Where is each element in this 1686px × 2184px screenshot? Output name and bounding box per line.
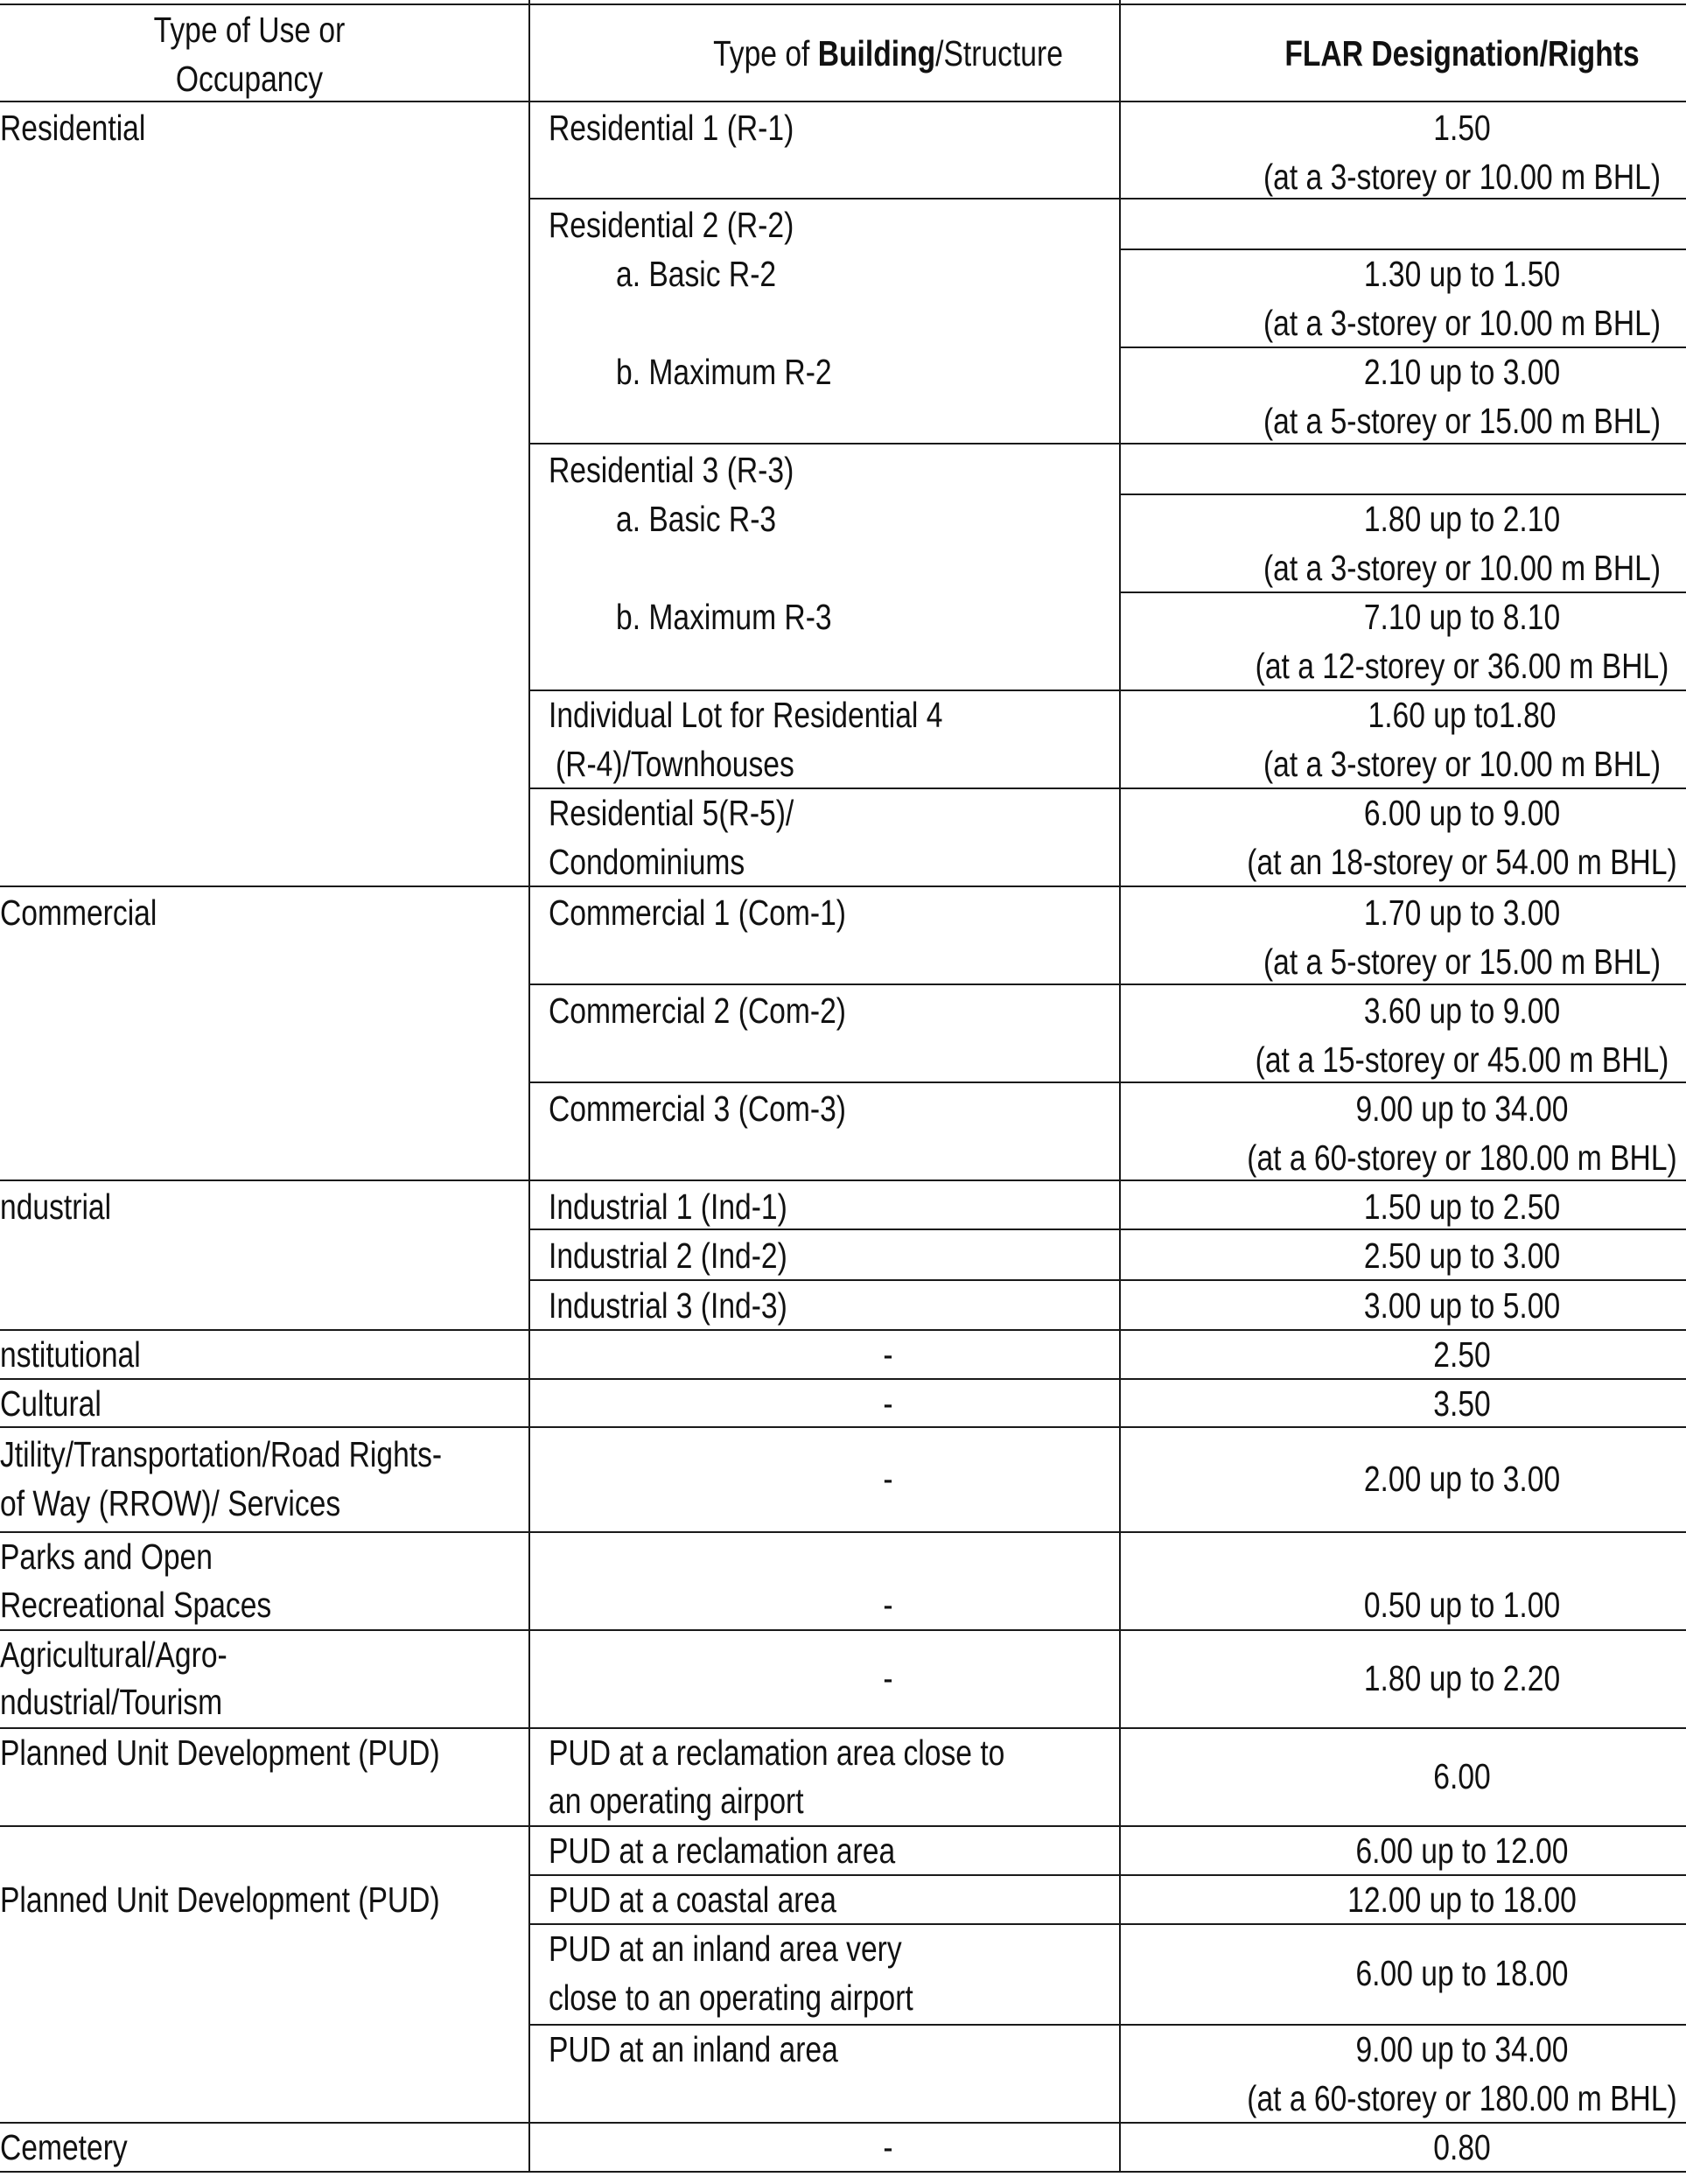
type-r5-line1: Residential 5(R-5)/ — [549, 793, 794, 833]
type-parks: - — [883, 1585, 893, 1625]
type-pud-inland: PUD at an inland area — [549, 2029, 838, 2069]
value-r3a-line1: 1.80 up to 2.10 — [1363, 499, 1561, 539]
use-pud-2: Planned Unit Development (PUD) — [0, 1880, 440, 1920]
value-r4-line1: 1.60 up to1.80 — [1368, 695, 1557, 735]
type-pud1-line2: an operating airport — [549, 1781, 804, 1821]
type-agri: - — [883, 1658, 893, 1698]
header-type-of-use — [45, 5, 453, 103]
type-r3b: b. Maximum R-3 — [616, 597, 832, 637]
use-residential: Residential — [0, 108, 146, 148]
type-pud1-line1: PUD at a reclamation area close to — [549, 1732, 1005, 1773]
value-com1-line1: 1.70 up to 3.00 — [1363, 892, 1561, 933]
use-parks-line1: Parks and Open — [0, 1536, 213, 1577]
value-r5-line2: (at an 18-storey or 54.00 m BHL) — [1247, 842, 1677, 882]
type-r5-line2: Condominiums — [549, 842, 745, 882]
type-institutional: - — [883, 1334, 893, 1375]
use-industrial: ndustrial — [0, 1186, 112, 1227]
header-type-of-building-prefix: Type of — [713, 33, 818, 74]
header-type-of-building-suffix: /Structure — [935, 33, 1063, 74]
value-com2-line1: 3.60 up to 9.00 — [1363, 990, 1561, 1031]
row-border-parks — [0, 1531, 1686, 1533]
type-com1: Commercial 1 (Com-1) — [549, 892, 846, 933]
value-r3b-line2: (at a 12-storey or 36.00 m BHL) — [1255, 646, 1669, 686]
value-com3-line2: (at a 60-storey or 180.00 m BHL) — [1247, 1138, 1677, 1178]
value-com2-line2: (at a 15-storey or 45.00 m BHL) — [1255, 1040, 1669, 1080]
use-utility-line1: Jtility/Transportation/Road Rights- — [0, 1434, 443, 1474]
type-r2b: b. Maximum R-2 — [616, 352, 832, 392]
type-ind3: Industrial 3 (Ind-3) — [549, 1285, 787, 1326]
type-r3a: a. Basic R-3 — [616, 499, 777, 539]
value-utility: 2.00 up to 3.00 — [1363, 1459, 1561, 1499]
value-r3a-line2: (at a 3-storey or 10.00 m BHL) — [1263, 548, 1662, 588]
value-pud-reclamation: 6.00 up to 12.00 — [1355, 1830, 1569, 1871]
value-cultural: 3.50 — [1433, 1383, 1491, 1424]
value-ind2: 2.50 up to 3.00 — [1363, 1236, 1561, 1276]
type-com3: Commercial 3 (Com-3) — [549, 1088, 846, 1129]
value-pud-inland-line1: 9.00 up to 34.00 — [1355, 2029, 1569, 2069]
header-type-of-building — [595, 29, 1182, 78]
header-type-of-use-line2: Occupancy — [175, 59, 324, 99]
type-com2: Commercial 2 (Com-2) — [549, 990, 846, 1031]
type-r4-line2: (R-4)/Townhouses — [556, 744, 794, 784]
type-r2: Residential 2 (R-2) — [549, 205, 794, 245]
table-col-divider-1 — [528, 0, 530, 2173]
type-pud-inland-airport-line1: PUD at an inland area very — [549, 1928, 902, 1969]
type-utility: - — [883, 1459, 893, 1499]
type-pud-coastal: PUD at a coastal area — [549, 1880, 836, 1920]
value-pud-coastal: 12.00 up to 18.00 — [1347, 1880, 1577, 1920]
use-agri-line2: ndustrial/Tourism — [0, 1682, 223, 1722]
value-r2a-line1: 1.30 up to 1.50 — [1363, 254, 1561, 294]
use-cultural: Cultural — [0, 1383, 101, 1424]
value-r1-line2: (at a 3-storey or 10.00 m BHL) — [1263, 157, 1662, 197]
value-cemetery: 0.80 — [1433, 2127, 1491, 2167]
value-institutional: 2.50 — [1433, 1334, 1491, 1375]
header-type-of-building-bold: Building — [817, 33, 936, 74]
value-r5-line1: 6.00 up to 9.00 — [1363, 793, 1561, 833]
value-com3-line1: 9.00 up to 34.00 — [1355, 1088, 1569, 1129]
type-cemetery: - — [883, 2127, 893, 2167]
use-parks-line2: Recreational Spaces — [0, 1585, 272, 1625]
value-ind3: 3.00 up to 5.00 — [1363, 1285, 1561, 1326]
value-pud-inland-airport: 6.00 up to 18.00 — [1355, 1953, 1569, 1993]
use-cemetery: Cemetery — [0, 2127, 128, 2167]
type-r2a: a. Basic R-2 — [616, 254, 777, 294]
value-r4-line2: (at a 3-storey or 10.00 m BHL) — [1263, 744, 1662, 784]
value-pud-inland-line2: (at a 60-storey or 180.00 m BHL) — [1247, 2078, 1677, 2118]
table-col-divider-2 — [1119, 0, 1121, 2173]
value-r3b-line1: 7.10 up to 8.10 — [1363, 597, 1561, 637]
value-r1-line1: 1.50 — [1433, 108, 1491, 148]
use-institutional: nstitutional — [0, 1334, 141, 1375]
row-border-agri — [0, 1629, 1686, 1631]
value-parks: 0.50 up to 1.00 — [1363, 1585, 1561, 1625]
value-agri: 1.80 up to 2.20 — [1363, 1658, 1561, 1698]
value-pud1: 6.00 — [1433, 1756, 1491, 1796]
use-pud-1: Planned Unit Development (PUD) — [0, 1732, 440, 1773]
type-r4-line1: Individual Lot for Residential 4 — [549, 695, 943, 735]
value-r2a-line2: (at a 3-storey or 10.00 m BHL) — [1263, 303, 1662, 343]
type-ind1: Industrial 1 (Ind-1) — [549, 1186, 787, 1227]
type-cultural: - — [883, 1383, 893, 1424]
type-r3: Residential 3 (R-3) — [549, 450, 794, 490]
value-r2b-line2: (at a 5-storey or 15.00 m BHL) — [1263, 401, 1662, 441]
use-commercial: Commercial — [0, 892, 157, 933]
header-flar-designation: FLAR Designation/Rights — [1284, 33, 1640, 74]
type-r1: Residential 1 (R-1) — [549, 108, 794, 148]
header-type-of-use-line1: Type of Use or — [153, 10, 346, 50]
value-ind1: 1.50 up to 2.50 — [1363, 1186, 1561, 1227]
use-utility-line2: of Way (RROW)/ Services — [0, 1483, 341, 1523]
type-ind2: Industrial 2 (Ind-2) — [549, 1236, 787, 1276]
value-com1-line2: (at a 5-storey or 15.00 m BHL) — [1263, 942, 1662, 982]
use-agri-line1: Agricultural/Agro- — [0, 1634, 227, 1675]
value-r2b-line1: 2.10 up to 3.00 — [1363, 352, 1561, 392]
type-pud-reclamation: PUD at a reclamation area — [549, 1830, 896, 1871]
type-pud-inland-airport-line2: close to an operating airport — [549, 1978, 913, 2018]
